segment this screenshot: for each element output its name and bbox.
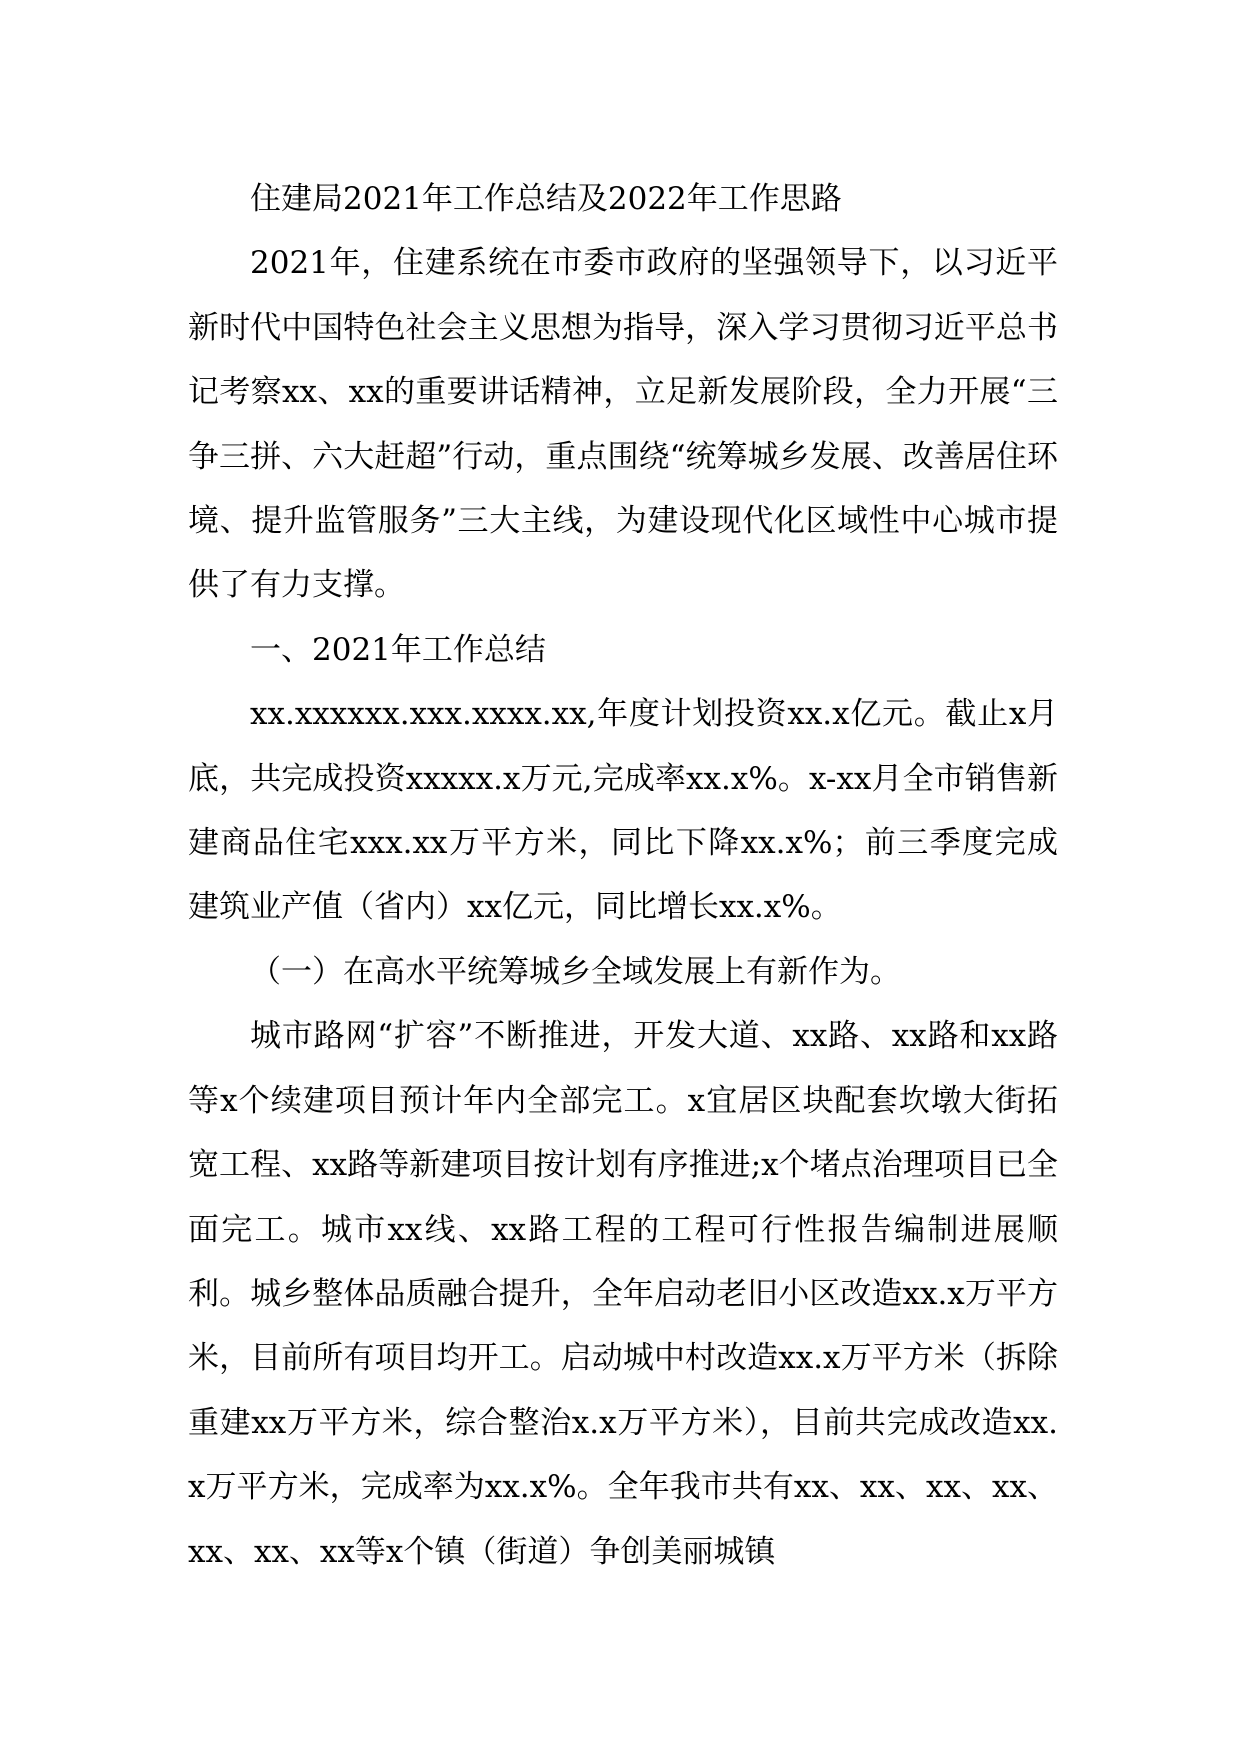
section-heading-work-summary: 一、2021年工作总结	[250, 631, 546, 668]
document-body	[188, 167, 1058, 1584]
document-title: 住建局2021年工作总结及2022年工作思路	[250, 181, 842, 217]
urban-rural-paragraph: 城市路网“扩容”不断推进，开发大道、xx路、xx路和xx路等x个续建项目预计年内全部完工。x宜居区块配套坎墩大街拓宽工程、xx路等新建项目按计划有序推进;x个堵点治理项目已全面完工。城市xx线、xx路工程的工程可行性报告编制进展顺利。城乡整体品质融合提升，全年启动老旧小区改造xx.x万平方米，目前所有项目均开工。启动城中村改造xx.x万平方米（拆除重建xx万平方米，综合整治x.x万平方米），目前共完成改造xx.x万平方米，完成率为xx.x%。全年我市共有xx、xx、xx、xx、xx、xx、xx等x个镇（街道）争创美丽城镇	[188, 1018, 1058, 1570]
intro-paragraph: 2021年，住建系统在市委市政府的坚强领导下，以习近平新时代中国特色社会主义思想为指导，深入学习贯彻习近平总书记考察xx、xx的重要讲话精神，立足新发展阶段，全力开展“三争三拼、六大赶超”行动，重点围绕“统筹城乡发展、改善居住环境、提升监管服务”三大主线，为建设现代化区域性中心城市提供了有力支撑。	[188, 245, 1058, 604]
subsection-heading-urban-rural: （一）在高水平统筹城乡全域发展上有新作为。	[250, 953, 901, 990]
investment-paragraph: xx.xxxxxx.xxx.xxxx.xx,年度计划投资xx.x亿元。截止x月底，共完成投资xxxxx.x万元,完成率xx.x%。x-xx月全市销售新建商品住宅xxx.xx万平方米，同比下降xx.x%；前三季度完成建筑业产值（省内）xx亿元，同比增长xx.x%。	[188, 696, 1058, 926]
